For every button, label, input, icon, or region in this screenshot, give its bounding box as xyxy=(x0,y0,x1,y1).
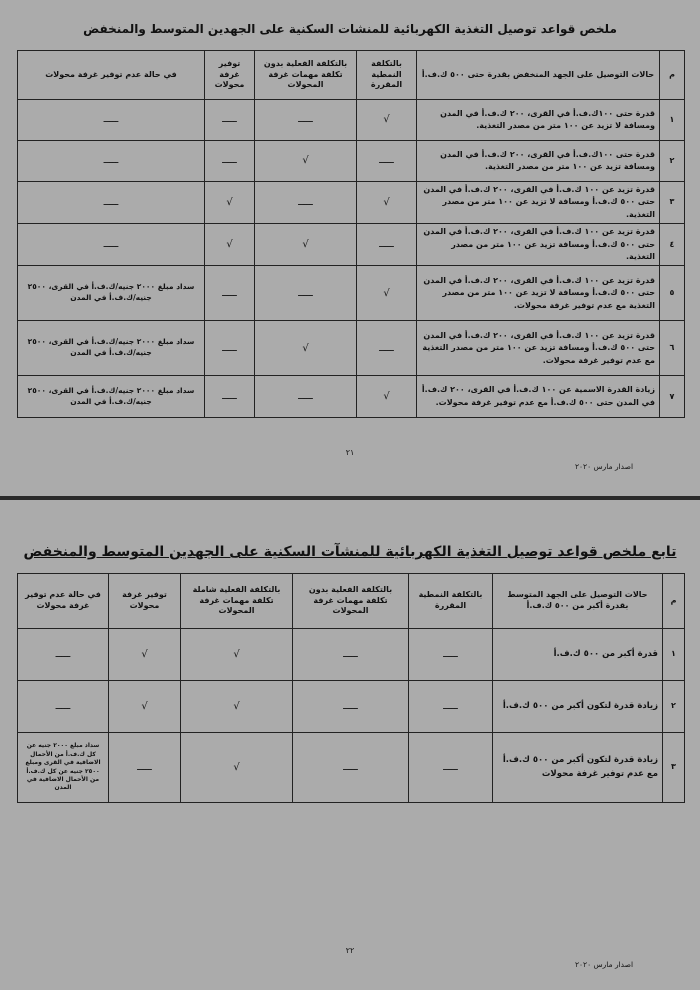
cell-provide-room: ـــــ xyxy=(205,321,255,376)
cell-no-room: ـــــ xyxy=(18,100,205,141)
row-description: قدرة أكبر من ٥٠٠ ك.ف.أ xyxy=(493,629,663,681)
row-description: قدرة تزيد عن ١٠٠ ك.ف.أ في القرى، ٢٠٠ ك.ف.أ في المدن حتى ٥٠٠ ك.ف.أ ومسافة لا تزيد عن ١٠٠ متر من مصدر التغذية. xyxy=(417,182,660,224)
cell-standard-cost: √ xyxy=(357,182,417,224)
cell-no-room: ـــــ xyxy=(18,224,205,266)
cell-actual-cost: √ xyxy=(255,321,357,376)
cell-provide-room: ـــــ xyxy=(205,100,255,141)
cell-no-room: سداد مبلغ ٢٠٠٠ جنيه عن كل ك.ف.أ من الأحمال الاضافية في القرى ومبلغ ٢٥٠٠ جنيه عن كل ك.ف.أ من الأحمال الاضافية في المدن xyxy=(18,733,109,803)
table-row xyxy=(18,733,685,803)
cell-standard-cost: √ xyxy=(357,266,417,321)
table-row xyxy=(18,266,685,321)
cell-provide-room: ـــــ xyxy=(109,733,181,803)
cell-standard-cost: ـــــ xyxy=(357,321,417,376)
row-description: قدرة حتى ١٠٠ك.ف.أ في القرى، ٢٠٠ ك.ف.أ في المدن ومسافة لا تزيد عن ١٠٠ متر من مصدر التغذية. xyxy=(417,100,660,141)
cell-actual-cost-excl: ـــــ xyxy=(293,733,409,803)
cell-actual-cost-incl: √ xyxy=(181,733,293,803)
page-1-title: ملخص قواعد توصيل التغذية الكهربائية للمنشات السكنية على الجهدين المتوسط والمنخفض xyxy=(83,22,617,36)
cell-standard-cost: √ xyxy=(357,100,417,141)
table-header-row xyxy=(18,574,685,629)
header-cases: حالات التوصيل على الجهد المنخفض بقدرة حتى ٥٠٠ ك.ف.أ xyxy=(417,51,660,100)
cell-no-room: سداد مبلغ ٢٠٠٠ جنيه/ك.ف.أ في القرى، ٢٥٠٠ جنيه/ك.ف.أ في المدن xyxy=(18,266,205,321)
cell-standard-cost: ـــــ xyxy=(357,141,417,182)
header-provide-room: توفير غرفة محولات xyxy=(205,51,255,100)
document-page-2 xyxy=(0,500,700,990)
header-standard-cost: بالتكلفة النمطية المقررة xyxy=(357,51,417,100)
header-provide-room: توفير غرفة محولات xyxy=(109,574,181,629)
cell-standard-cost: √ xyxy=(357,376,417,418)
header-actual-cost-excl: بالتكلفة الفعلية بدون تكلفة مهمات غرفة المحولات xyxy=(293,574,409,629)
table-row xyxy=(18,681,685,733)
table-header-row xyxy=(18,51,685,100)
cell-provide-room: √ xyxy=(205,182,255,224)
cell-actual-cost: √ xyxy=(255,224,357,266)
header-index: م xyxy=(663,574,685,629)
header-index: م xyxy=(660,51,685,100)
cell-provide-room: √ xyxy=(109,629,181,681)
page-number: ٢١ xyxy=(345,448,355,457)
row-description: قدرة تزيد عن ١٠٠ ك.ف.أ في القرى، ٢٠٠ ك.ف.أ في المدن حتى ٥٠٠ ك.ف.أ ومسافة لا تزيد عن ١٠٠ متر من مصدر التغذية مع عدم توفير غرفة محولات. xyxy=(417,266,660,321)
row-index: ٣ xyxy=(663,733,685,803)
row-index: ٣ xyxy=(660,182,685,224)
connection-rules-table-medium-voltage xyxy=(17,573,685,803)
cell-provide-room: ـــــ xyxy=(205,141,255,182)
cell-actual-cost-incl: √ xyxy=(181,681,293,733)
cell-provide-room: ـــــ xyxy=(205,376,255,418)
cell-standard-cost: ـــــ xyxy=(409,681,493,733)
table-row xyxy=(18,376,685,418)
cell-actual-cost: ـــــ xyxy=(255,182,357,224)
row-description: زيادة القدرة الاسمية عن ١٠٠ ك.ف.أ في القرى، ٢٠٠ ك.ف.أ في المدن حتى ٥٠٠ ك.ف.أ مع عدم توفير غرفة محولات. xyxy=(417,376,660,418)
header-standard-cost: بالتكلفة النمطية المقررة xyxy=(409,574,493,629)
table-row xyxy=(18,629,685,681)
cell-provide-room: √ xyxy=(109,681,181,733)
header-actual-cost-incl: بالتكلفة الفعلية شاملة تكلفة مهمات غرفة المحولات xyxy=(181,574,293,629)
cell-actual-cost-incl: √ xyxy=(181,629,293,681)
cell-actual-cost: ـــــ xyxy=(255,100,357,141)
page-2-title-text: تابع ملخص قواعد توصيل التغذية الكهربائية للمنشآت السكنية على الجهدين المتوسط والمنخفض xyxy=(23,544,677,560)
cell-standard-cost: ـــــ xyxy=(409,733,493,803)
cell-actual-cost: ـــــ xyxy=(255,376,357,418)
cell-actual-cost: ـــــ xyxy=(255,266,357,321)
page-2-title xyxy=(0,544,700,560)
cell-no-room: ـــــ xyxy=(18,629,109,681)
issue-date: اصدار مارس ٢٠٢٠ xyxy=(575,960,634,969)
row-index: ٧ xyxy=(660,376,685,418)
cell-actual-cost-excl: ـــــ xyxy=(293,681,409,733)
row-index: ١ xyxy=(660,100,685,141)
cell-provide-room: √ xyxy=(205,224,255,266)
row-description: قدرة تزيد عن ١٠٠ ك.ف.أ في القرى، ٢٠٠ ك.ف.أ في المدن حتى ٥٠٠ ك.ف.أ ومسافة تزيد عن ١٠٠ متر من مصدر التغذية. xyxy=(417,224,660,266)
cell-standard-cost: ـــــ xyxy=(357,224,417,266)
connection-rules-table-low-voltage xyxy=(17,50,685,418)
row-index: ١ xyxy=(663,629,685,681)
table-row xyxy=(18,224,685,266)
table-row xyxy=(18,182,685,224)
table-row xyxy=(18,321,685,376)
cell-standard-cost: ـــــ xyxy=(409,629,493,681)
cell-no-room: ـــــ xyxy=(18,681,109,733)
cell-no-room: ـــــ xyxy=(18,141,205,182)
cell-no-room: ـــــ xyxy=(18,182,205,224)
row-index: ٢ xyxy=(663,681,685,733)
page-number: ٢٢ xyxy=(345,946,355,955)
cell-provide-room: ـــــ xyxy=(205,266,255,321)
header-actual-cost: بالتكلفة الفعلية بدون تكلفة مهمات غرفة المحولات xyxy=(255,51,357,100)
row-index: ٦ xyxy=(660,321,685,376)
issue-date: اصدار مارس ٢٠٢٠ xyxy=(575,462,634,471)
row-description: قدرة تزيد عن ١٠٠ ك.ف.أ في القرى، ٢٠٠ ك.ف.أ في المدن حتى ٥٠٠ ك.ف.أ ومسافة تزيد عن ١٠٠ متر من مصدر التغذية مع عدم توفير غرفة محولات. xyxy=(417,321,660,376)
header-cases: حالات التوصيل على الجهد المتوسط بقدرة أكبر من ٥٠٠ ك.ف.أ xyxy=(493,574,663,629)
row-index: ٢ xyxy=(660,141,685,182)
row-index: ٤ xyxy=(660,224,685,266)
header-no-room: في حالة عدم توفير غرفة محولات xyxy=(18,51,205,100)
row-description: زيادة قدرة لتكون أكبر من ٥٠٠ ك.ف.أ xyxy=(493,681,663,733)
row-description: زيادة قدرة لتكون أكبر من ٥٠٠ ك.ف.أ مع عدم توفير غرفة محولات xyxy=(493,733,663,803)
row-index: ٥ xyxy=(660,266,685,321)
cell-actual-cost: √ xyxy=(255,141,357,182)
cell-no-room: سداد مبلغ ٢٠٠٠ جنيه/ك.ف.أ في القرى، ٢٥٠٠ جنيه/ك.ف.أ في المدن xyxy=(18,321,205,376)
cell-actual-cost-excl: ـــــ xyxy=(293,629,409,681)
table-row xyxy=(18,100,685,141)
header-no-room: في حالة عدم توفير غرفة محولات xyxy=(18,574,109,629)
row-description: قدرة حتى ١٠٠ك.ف.أ في القرى، ٢٠٠ ك.ف.أ في المدن ومسافة تزيد عن ١٠٠ متر من مصدر التغذية. xyxy=(417,141,660,182)
table-row xyxy=(18,141,685,182)
cell-no-room: سداد مبلغ ٢٠٠٠ جنيه/ك.ف.أ في القرى، ٢٥٠٠ جنيه/ك.ف.أ في المدن xyxy=(18,376,205,418)
